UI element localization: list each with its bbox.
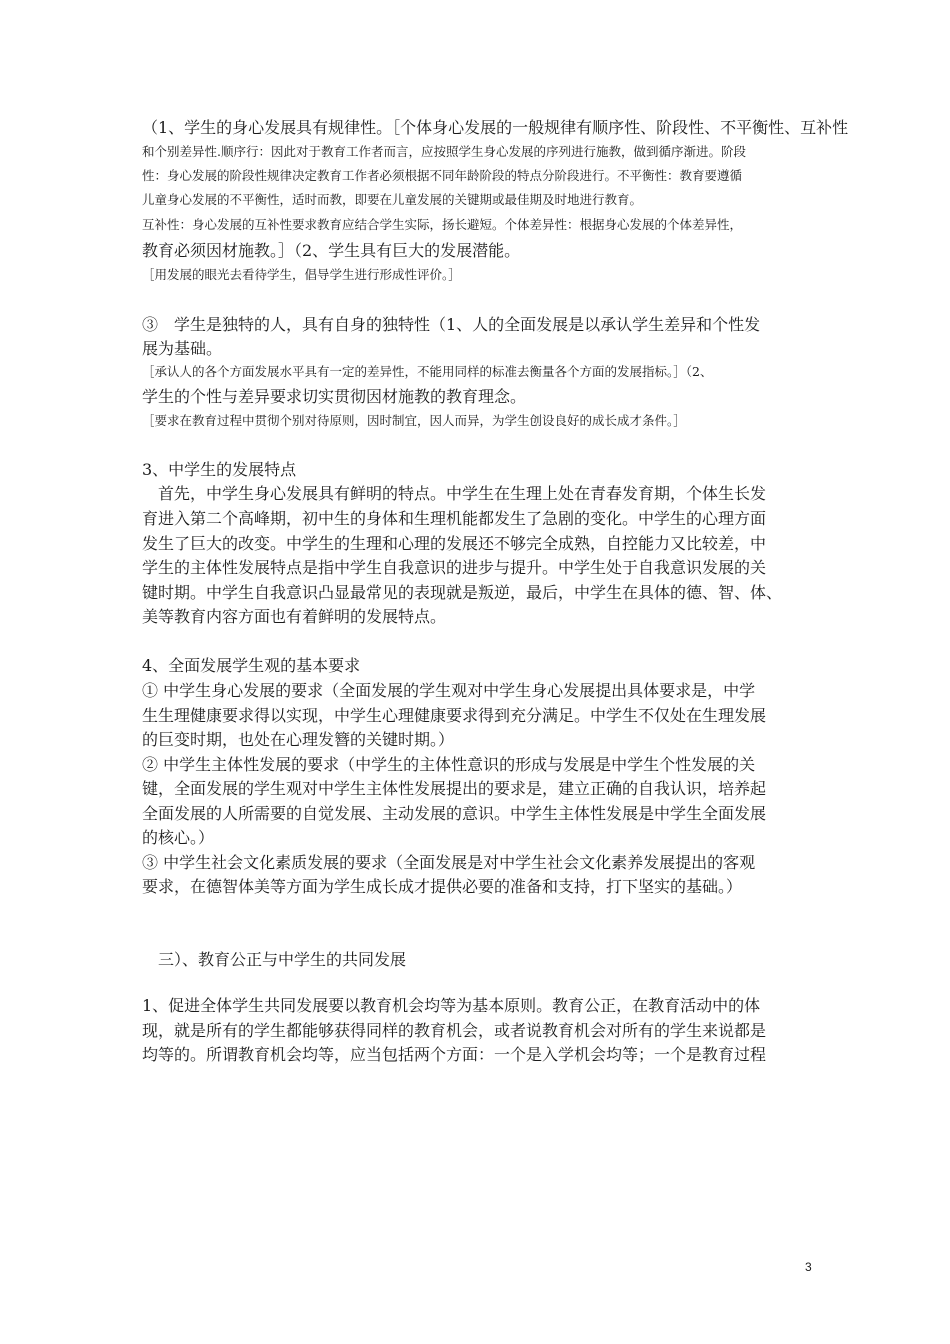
text-line: 学生的个性与差异要求切实贯彻因材施教的教育理念。	[142, 387, 527, 406]
text-line: ［承认人的各个方面发展水平具有一定的差异性，不能用同样的标准去衡量各个方面的发展指标。］（2、	[142, 364, 713, 379]
text-line: 互补性：身心发展的互补性要求教育应结合学生实际，扬长避短。个体差异性：根据身心发展的个体差异性，	[142, 217, 743, 232]
text-line: 学生的主体性发展特点是指中学生自我意识的进步与提升。中学生处于自我意识发展的关	[142, 558, 767, 577]
text-line: 全面发展的人所需要的自觉发展、主动发展的意识。中学生主体性发展是中学生全面发展	[142, 804, 767, 823]
text-line: 首先，中学生身心发展具有鲜明的特点。中学生在生理上处在青春发育期，个体生长发	[142, 484, 767, 503]
text-line: ［要求在教育过程中贯彻个别对待原则，因时制宜，因人而异，为学生创设良好的成长成才条件。］	[142, 413, 686, 428]
page-number: 3	[805, 1260, 812, 1274]
text-line: 键，全面发展的学生观对中学生主体性发展提出的要求是，建立正确的自我认识，培养起	[142, 779, 767, 798]
text-line: 展为基础。	[142, 339, 223, 358]
text-line: 美等教育内容方面也有着鲜明的发展特点。	[142, 607, 447, 626]
text-line: 键时期。中学生自我意识凸显最常见的表现就是叛逆，最后，中学生在具体的德、智、体、	[142, 583, 783, 602]
text-line: 性：身心发展的阶段性规律决定教育工作者必须根据不同年龄阶段的特点分阶段进行。不平衡性：教育要遵循	[142, 168, 743, 183]
section-heading: 3、中学生的发展特点	[142, 460, 297, 479]
text-line: 要求，在德智体美等方面为学生成长成才提供必要的准备和支持，打下坚实的基础。）	[142, 877, 743, 896]
text-line: 的核心。）	[142, 828, 215, 847]
text-line: 育进入第二个高峰期，初中生的身体和生理机能都发生了急剧的变化。中学生的心理方面	[142, 509, 767, 528]
text-line: ③ 学生是独特的人，具有自身的独特性（1、人的全面发展是以承认学生差异和个性发	[142, 315, 761, 334]
text-line: ③ 中学生社会文化素质发展的要求（全面发展是对中学生社会文化素养发展提出的客观	[142, 853, 756, 872]
text-line: 教育必须因材施教。］（2、学生具有巨大的发展潜能。	[142, 241, 521, 260]
text-line: ［用发展的眼光去看待学生，倡导学生进行形成性评价。］	[142, 267, 461, 282]
text-line: 的巨变时期，也处在心理发簪的关键时期。）	[142, 730, 455, 749]
text-line: 和个别差异性.顺序行：因此对于教育工作者而言，应按照学生身心发展的序列进行施教，做到循序渐进。阶段	[142, 144, 746, 159]
text-line: （1、学生的身心发展具有规律性。［个体身心发展的一般规律有顺序性、阶段性、不平衡性、互补性	[142, 118, 849, 137]
section-heading: 4、全面发展学生观的基本要求	[142, 656, 361, 675]
text-line: 生生理健康要求得以实现，中学生心理健康要求得到充分满足。中学生不仅处在生理发展	[142, 706, 767, 725]
text-line: 发生了巨大的改变。中学生的生理和心理的发展还不够完全成熟，自控能力又比较差，中	[142, 534, 767, 553]
text-line: ① 中学生身心发展的要求（全面发展的学生观对中学生身心发展提出具体要求是，中学	[142, 681, 756, 700]
text-line: 1、促进全体学生共同发展要以教育机会均等为基本原则。教育公正，在教育活动中的体	[142, 996, 761, 1015]
text-line: 均等的。所谓教育机会均等，应当包括两个方面：一个是入学机会均等；一个是教育过程	[142, 1045, 767, 1064]
text-line: ② 中学生主体性发展的要求（中学生的主体性意识的形成与发展是中学生个性发展的关	[142, 755, 756, 774]
text-line: 儿童身心发展的不平衡性，适时而教，即要在儿童发展的关键期或最佳期及时地进行教育。	[142, 192, 643, 207]
section-heading: 三）、教育公正与中学生的共同发展	[142, 950, 407, 969]
text-line: 现，就是所有的学生都能够获得同样的教育机会，或者说教育机会对所有的学生来说都是	[142, 1021, 767, 1040]
